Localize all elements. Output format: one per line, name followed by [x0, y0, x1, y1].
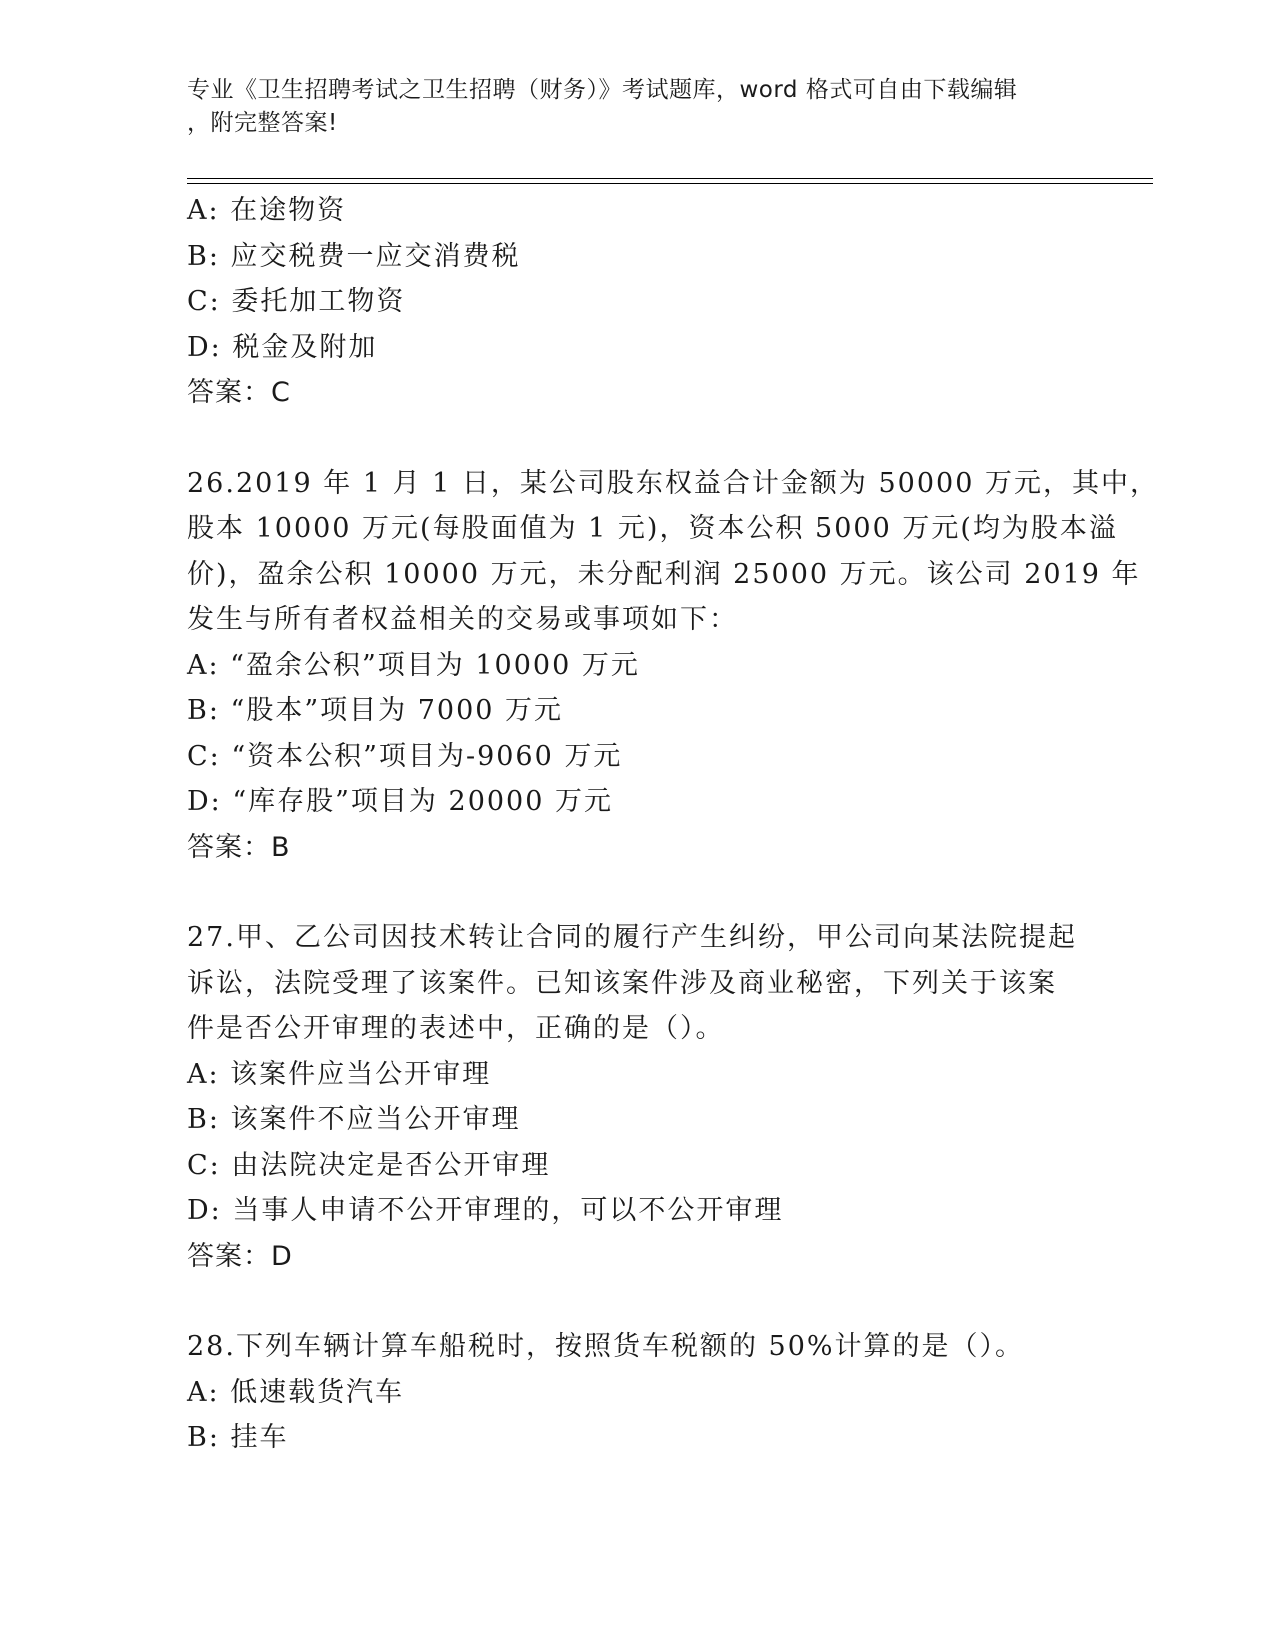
spacer	[187, 1279, 1087, 1324]
document-header	[187, 74, 1087, 140]
option-c: C: 委托加工物资	[187, 286, 406, 317]
option-b: B: 该案件不应当公开审理	[187, 1104, 521, 1135]
answer: 答案：C	[187, 377, 291, 408]
option-d: D: “库存股”项目为 20000 万元	[187, 786, 613, 817]
question-stem-line: 26.2019 年 1 月 1 日，某公司股东权益合计金额为 50000 万元，其中，	[187, 467, 1159, 499]
spacer	[187, 870, 1087, 915]
question-stem-line: 件是否公开审理的表述中，正确的是（）。	[187, 1013, 725, 1044]
option-c: C: “资本公积”项目为-9060 万元	[187, 740, 623, 772]
question-28	[187, 1324, 1087, 1461]
question-25	[187, 188, 1087, 416]
question-27	[187, 915, 1087, 1279]
header-line-1: 专业《卫生招聘考试之卫生招聘（财务）》考试题库，word 格式可自由下载编辑	[187, 77, 1018, 103]
option-d: D: 当事人申请不公开审理的，可以不公开审理	[187, 1195, 784, 1226]
question-26	[187, 461, 1159, 871]
option-a: A: 在途物资	[187, 195, 347, 226]
option-a: A: “盈余公积”项目为 10000 万元	[187, 649, 640, 681]
option-b: B: 应交税费一应交消费税	[187, 240, 521, 272]
spacer	[187, 416, 1087, 461]
question-stem-line: 价)，盈余公积 10000 万元，未分配利润 25000 万元。该公司 2019 年	[187, 558, 1141, 590]
question-stem-line: 发生与所有者权益相关的交易或事项如下：	[187, 604, 738, 635]
answer: 答案：B	[187, 831, 291, 863]
question-stem-line: 28.下列车辆计算车船税时，按照货车税额的 50%计算的是（）。	[187, 1331, 1025, 1362]
option-b: B: 挂车	[187, 1422, 289, 1453]
question-stem-line: 股本 10000 万元(每股面值为 1 元)，资本公积 5000 万元(均为股本溢	[187, 513, 1118, 544]
header-line-2: ，附完整答案!	[187, 110, 338, 136]
question-list	[187, 188, 1159, 1461]
option-d: D: 税金及附加	[187, 331, 378, 363]
option-a: A: 该案件应当公开审理	[187, 1058, 492, 1090]
header-divider-top	[187, 178, 1153, 179]
header-divider-bottom	[187, 183, 1153, 184]
option-c: C: 由法院决定是否公开审理	[187, 1149, 551, 1181]
question-stem-line: 诉讼，法院受理了该案件。已知该案件涉及商业秘密，下列关于该案	[187, 967, 1057, 999]
answer: 答案：D	[187, 1240, 293, 1272]
question-stem-line: 27.甲、乙公司因技术转让合同的履行产生纠纷，甲公司向某法院提起	[187, 922, 1077, 953]
option-a: A: 低速载货汽车	[187, 1376, 405, 1408]
option-b: B: “股本”项目为 7000 万元	[187, 695, 564, 726]
